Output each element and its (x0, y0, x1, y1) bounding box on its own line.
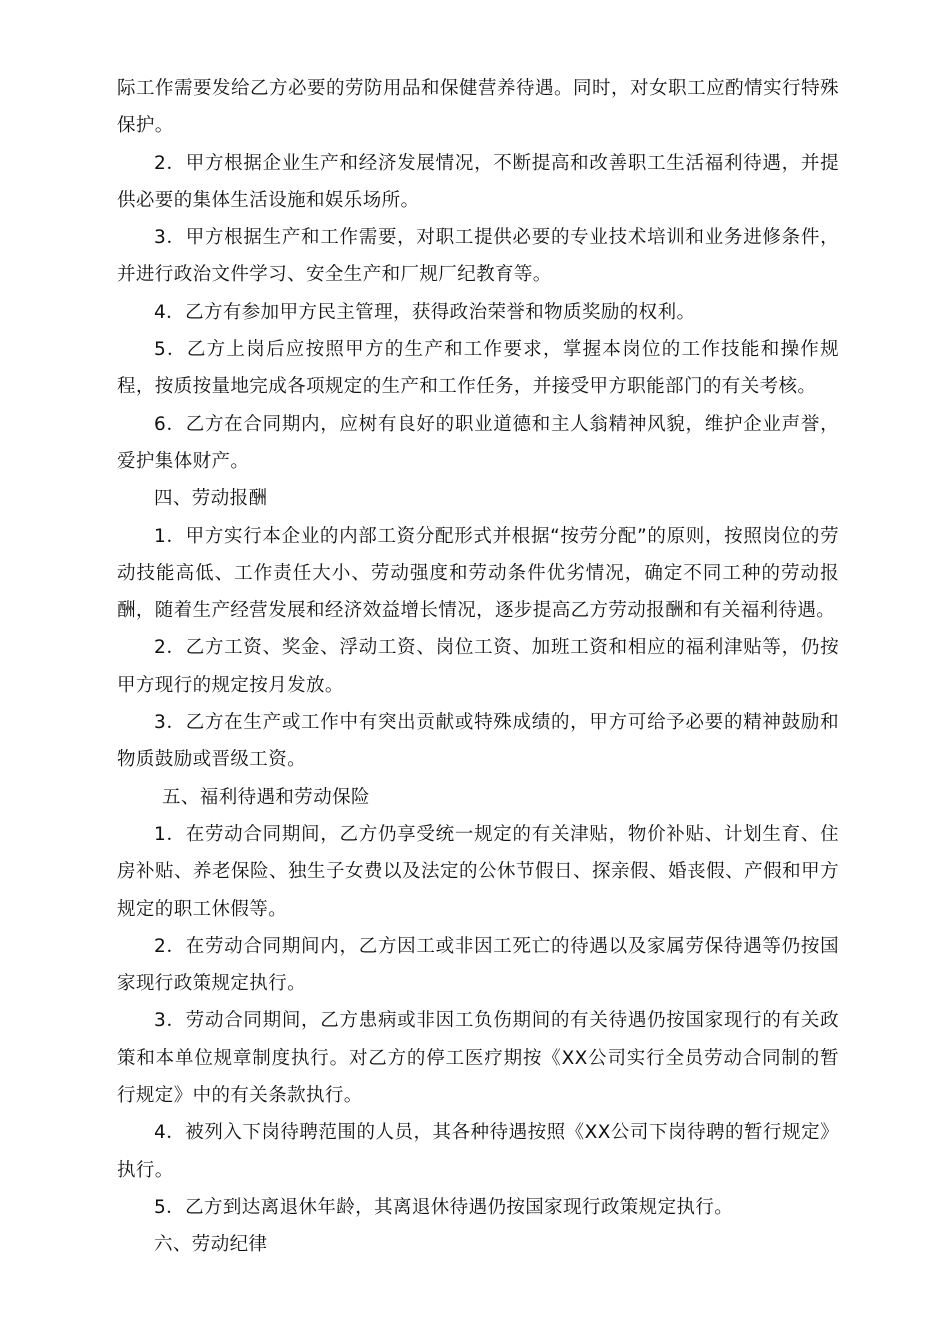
clause-4-1: 1．甲方实行本企业的内部工资分配形式并根据“按劳分配”的原则，按照岗位的劳动技能高低、工作责任大小、劳动强度和劳动条件优劣情况，确定不同工种的劳动报酬，随着生产经营发展和经济效益增长情况，逐步提高乙方劳动报酬和有关福利待遇。 (117, 525, 839, 622)
document-body (117, 70, 839, 1264)
section-heading-6: 六、劳动纪律 (154, 1234, 268, 1256)
clause-5-4: 4．被列入下岗待聘范围的人员，其各种待遇按照《XX公司下岗待聘的暂行规定》执行。 (117, 1122, 839, 1181)
clause-3-3: 3．甲方根据生产和工作需要，对职工提供必要的专业技术培训和业务进修条件，并进行政治文件学习、安全生产和厂规厂纪教育等。 (117, 227, 839, 286)
clause-3-4: 4．乙方有参加甲方民主管理，获得政治荣誉和物质奖励的权利。 (154, 301, 696, 323)
clause-3-6: 6．乙方在合同期内，应树有良好的职业道德和主人翁精神风貌，维护企业声誉，爱护集体财产。 (117, 413, 839, 472)
clause-5-2: 2．在劳动合同期间内，乙方因工或非因工死亡的待遇以及家属劳保待遇等仍按国家现行政策规定执行。 (117, 935, 839, 995)
section-heading-4: 四、劳动报酬 (154, 488, 268, 510)
clause-5-3: 3．劳动合同期间，乙方患病或非因工负伤期间的有关待遇仍按国家现行的有关政策和本单位规章制度执行。对乙方的停工医疗期按《XX公司实行全员劳动合同制的暂行规定》中的有关条款执行。 (117, 1010, 839, 1107)
clause-3-2: 2．甲方根据企业生产和经济发展情况，不断提高和改善职工生活福利待遇，并提供必要的集体生活设施和娱乐场所。 (117, 152, 839, 211)
paragraph-continuation: 际工作需要发给乙方必要的劳防用品和保健营养待遇。同时，对女职工应酌情实行特殊保护。 (117, 78, 839, 137)
clause-5-1: 1．在劳动合同期间，乙方仍享受统一规定的有关津贴，物价补贴、计划生育、住房补贴、养老保险、独生子女费以及法定的公休节假日、探亲假、婚丧假、产假和甲方规定的职工休假等。 (117, 823, 839, 920)
clause-5-5: 5．乙方到达离退休年龄，其离退休待遇仍按国家现行政策规定执行。 (154, 1196, 734, 1218)
clause-4-2: 2．乙方工资、奖金、浮动工资、岗位工资、加班工资和相应的福利津贴等，仍按甲方现行的规定按月发放。 (117, 637, 839, 696)
clause-3-5: 5．乙方上岗后应按照甲方的生产和工作要求，掌握本岗位的工作技能和操作规程，按质按量地完成各项规定的生产和工作任务，并接受甲方职能部门的有关考核。 (117, 339, 839, 398)
section-heading-5: 五、福利待遇和劳动保险 (162, 786, 370, 808)
clause-4-3: 3．乙方在生产或工作中有突出贡献或特殊成绩的，甲方可给予必要的精神鼓励和物质鼓励或晋级工资。 (117, 712, 839, 771)
